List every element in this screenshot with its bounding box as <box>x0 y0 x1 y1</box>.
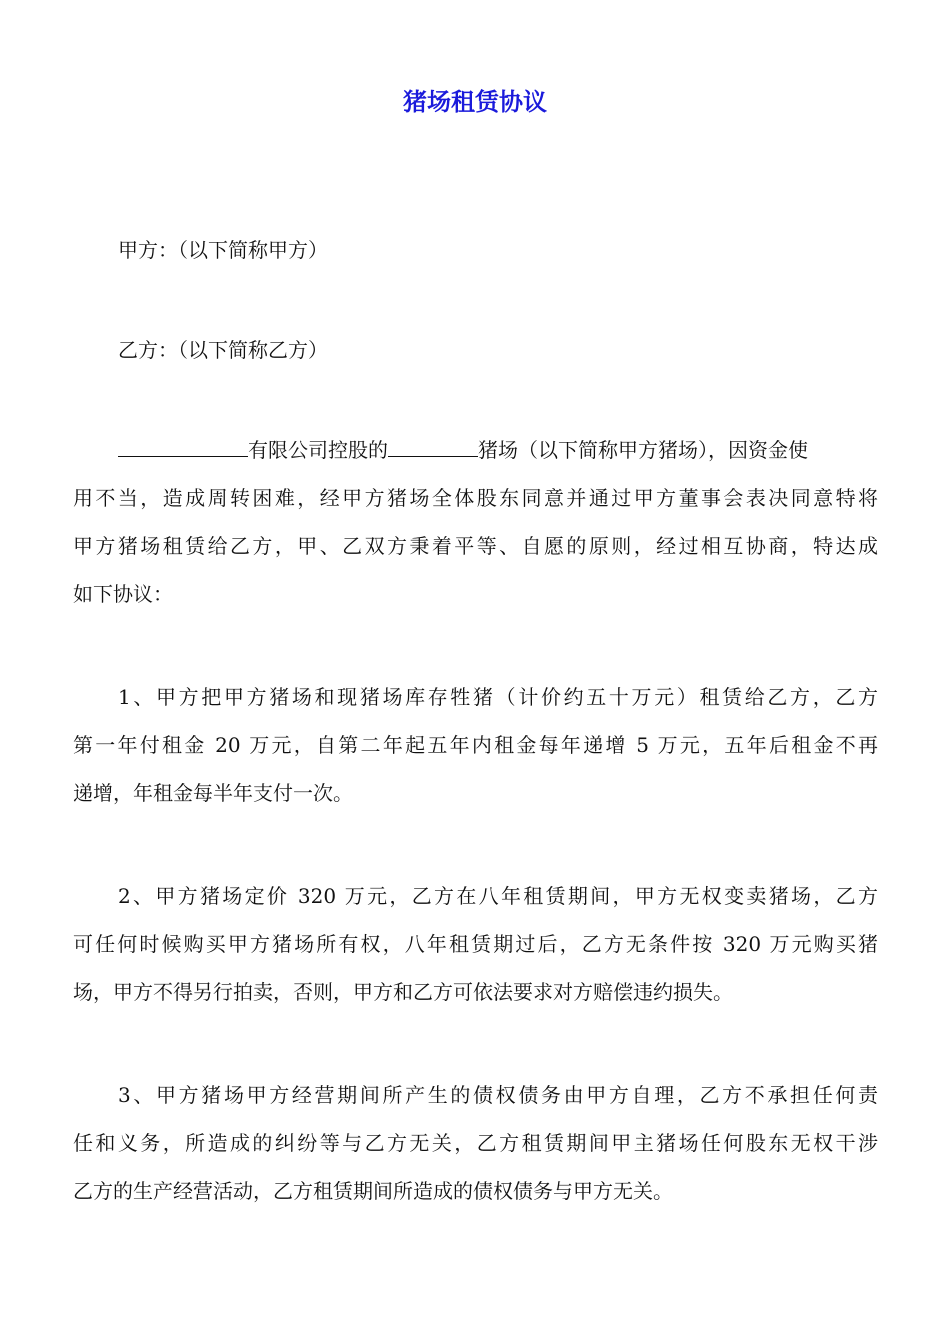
party-b-line: 乙方：（以下简称乙方） <box>118 338 328 362</box>
blank-company-name <box>118 434 248 457</box>
clause-2-line-2: 可任何时候购买甲方猪场所有权，八年租赁期过后，乙方无条件按 320 万元购买猪 <box>73 932 878 956</box>
intro-line-4: 如下协议： <box>73 582 173 606</box>
party-a-line: 甲方：（以下简称甲方） <box>118 238 328 262</box>
blank-farm-name <box>388 434 478 457</box>
clause-2-line-3: 场，甲方不得另行拍卖，否则，甲方和乙方可依法要求对方赔偿违约损失。 <box>73 980 733 1004</box>
clause-1-line-1: 1、甲方把甲方猪场和现猪场库存牲猪（计价约五十万元）租赁给乙方，乙方 <box>118 685 878 709</box>
intro-segment-2: 猪场（以下简称甲方猪场），因资金使 <box>478 438 808 462</box>
clause-3-line-3: 乙方的生产经营活动，乙方租赁期间所造成的债权债务与甲方无关。 <box>73 1179 673 1203</box>
intro-line-2: 用不当，造成周转困难，经甲方猪场全体股东同意并通过甲方董事会表决同意特将 <box>73 486 878 510</box>
document-title: 猪场租赁协议 <box>403 88 547 116</box>
intro-line-1 <box>118 430 878 470</box>
clause-2-line-1: 2、甲方猪场定价 320 万元，乙方在八年租赁期间，甲方无权变卖猪场，乙方 <box>118 884 878 908</box>
intro-line-3: 甲方猪场租赁给乙方，甲、乙双方秉着平等、自愿的原则，经过相互协商，特达成 <box>73 534 878 558</box>
clause-1-line-3: 递增，年租金每半年支付一次。 <box>73 781 353 805</box>
clause-3-line-1: 3、甲方猪场甲方经营期间所产生的债权债务由甲方自理，乙方不承担任何责 <box>118 1083 878 1107</box>
clause-1-line-2: 第一年付租金 20 万元，自第二年起五年内租金每年递增 5 万元，五年后租金不再 <box>73 733 878 757</box>
clause-3-line-2: 任和义务，所造成的纠纷等与乙方无关，乙方租赁期间甲主猪场任何股东无权干涉 <box>73 1131 878 1155</box>
intro-segment-1: 有限公司控股的 <box>248 438 388 462</box>
